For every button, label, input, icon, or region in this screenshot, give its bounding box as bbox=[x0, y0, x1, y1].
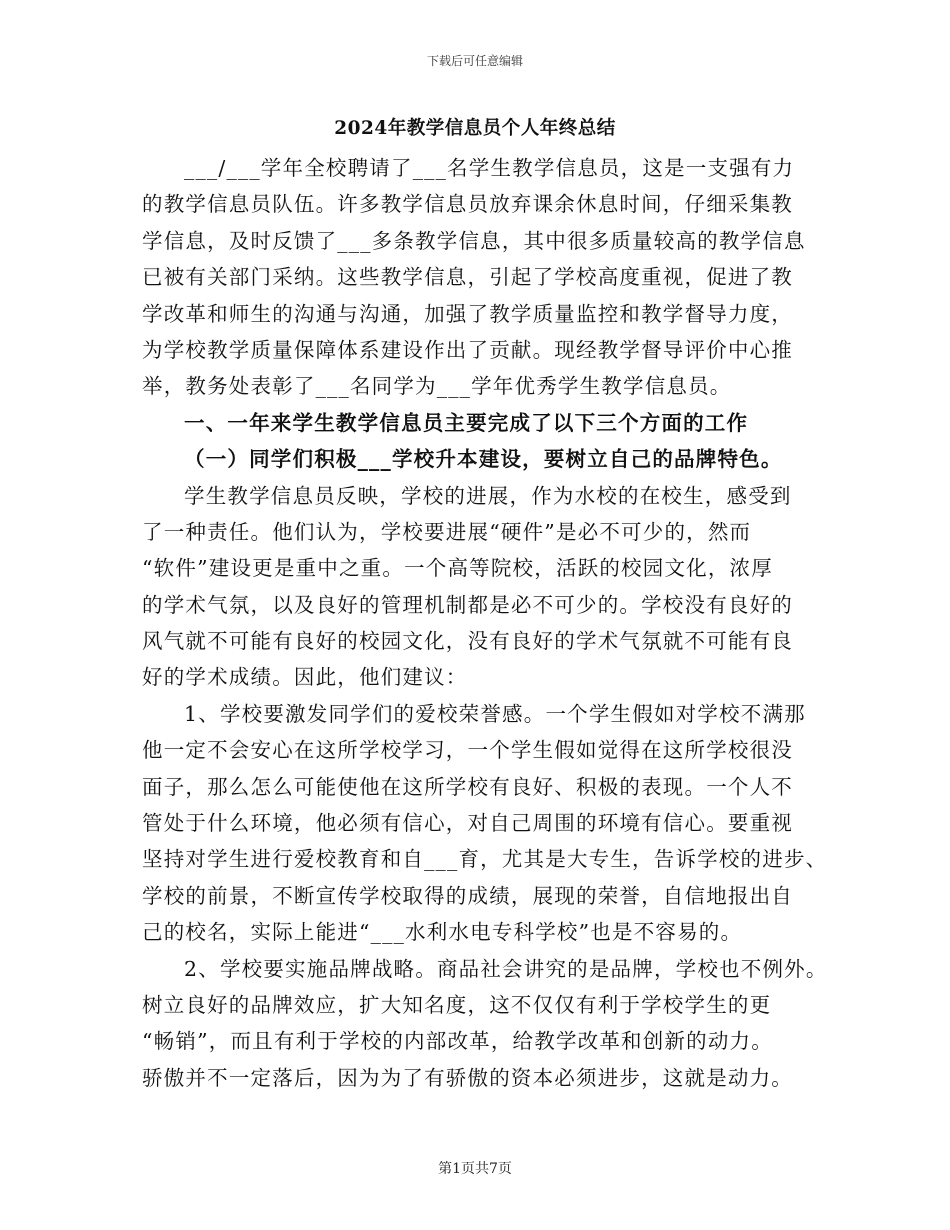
paragraph-line: 举，教务处表彰了___名同学为___学年优秀学生教学信息员。 bbox=[142, 374, 732, 399]
paragraph-line: 学生教学信息员反映，学校的进展，作为水校的在校生，感受到 bbox=[184, 483, 792, 508]
paragraph-line: 1、学校要激发同学们的爱校荣誉感。一个学生假如对学校不满那 bbox=[184, 701, 806, 726]
paragraph-line: 管处于什么环境，他必须有信心，对自己周围的环境有信心。要重视 bbox=[142, 811, 793, 836]
paragraph-line: 了一种责任。他们认为，学校要进展“硬件”是必不可少的，然而 bbox=[142, 519, 752, 544]
paragraph-line: 已被有关部门采纳。这些教学信息，引起了学校高度重视，促进了教 bbox=[142, 265, 793, 290]
paragraph-line: 学信息，及时反馈了___多条教学信息，其中很多质量较高的教学信息 bbox=[142, 228, 806, 253]
subsection-heading: （一）同学们积极___学校升本建设，要树立自己的品牌特色。 bbox=[184, 447, 783, 472]
paragraph-line: 己的校名，实际上能进“___水利水电专科学校”也是不容易的。 bbox=[142, 920, 743, 945]
page-number: 第1页共7页 bbox=[438, 1161, 512, 1177]
paragraph-line: 学改革和师生的沟通与沟通，加强了教学质量监控和教学督导力度， bbox=[142, 301, 793, 326]
page-header: 下载后可任意编辑 bbox=[426, 54, 523, 68]
paragraph-line: ___/___学年全校聘请了___名学生教学信息员，这是一支强有力 bbox=[184, 156, 795, 180]
paragraph-line: 骄傲并不一定落后，因为为了有骄傲的资本必须进步，这就是动力。 bbox=[142, 1065, 793, 1090]
paragraph-line: 坚持对学生进行爱校教育和自___育，尤其是大专生，告诉学校的进步、 bbox=[142, 847, 828, 872]
paragraph-line: 面子，那么怎么可能使他在这所学校有良好、积极的表现。一个人不 bbox=[142, 774, 793, 799]
paragraph-line: “畅销”，而且有利于学校的内部改革，给教学改革和创新的动力。 bbox=[142, 1029, 773, 1054]
section-heading: 一、一年来学生教学信息员主要完成了以下三个方面的工作 bbox=[184, 410, 749, 435]
paragraph-line: “软件”建设更是重中之重。一个高等院校，活跃的校园文化，浓厚 bbox=[142, 556, 773, 581]
paragraph-line: 的教学信息员队伍。许多教学信息员放弃课余休息时间，仔细采集教 bbox=[142, 192, 793, 217]
paragraph-line: 为学校教学质量保障体系建设作出了贡献。现经教学督导评价中心推 bbox=[142, 337, 793, 362]
paragraph-line: 风气就不可能有良好的校园文化，没有良好的学术气氛就不可能有良 bbox=[142, 629, 793, 654]
paragraph-line: 他一定不会安心在这所学校学习，一个学生假如觉得在这所学校很没 bbox=[142, 738, 793, 763]
paragraph-line: 2、学校要实施品牌战略。商品社会讲究的是品牌，学校也不例外。 bbox=[184, 956, 828, 981]
document-body bbox=[142, 150, 842, 1096]
paragraph-line: 树立良好的品牌效应，扩大知名度，这不仅仅有利于学校学生的更 bbox=[142, 992, 772, 1017]
paragraph-line: 学校的前景，不断宣传学校取得的成绩，展现的荣誉，自信地报出自 bbox=[142, 883, 793, 908]
paragraph-line: 的学术气氛，以及良好的管理机制都是必不可少的。学校没有良好的 bbox=[142, 592, 793, 617]
document-title: 2024年教学信息员个人年终总结 bbox=[334, 118, 616, 139]
paragraph-line: 好的学术成绩。因此，他们建议： bbox=[142, 665, 468, 690]
